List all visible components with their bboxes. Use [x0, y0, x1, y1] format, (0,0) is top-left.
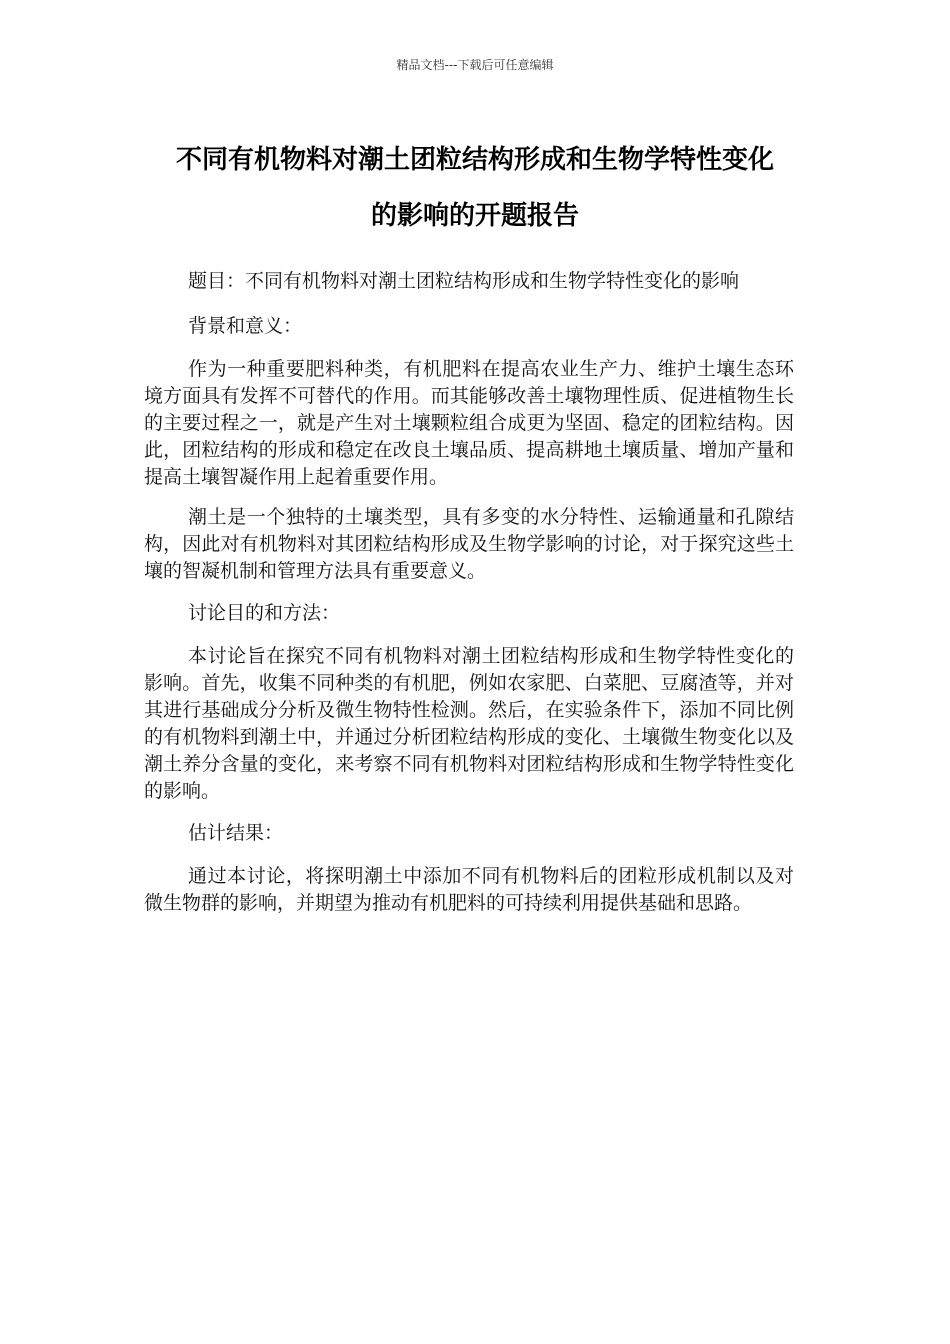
header-note: 精品文档---下载后可任意编辑 — [396, 58, 554, 72]
background-paragraph-1: 作为一种重要肥料种类，有机肥料在提高农业生产力、维护土壤生态环境方面具有发挥不可替代的作用。而其能够改善土壤物理性质、促进植物生长的主要过程之一，就是产生对土壤颗粒组合成更为坚固、稳定的团粒结构。因此，团粒结构的形成和稳定在改良土壤品质、提高耕地土壤质量、增加产量和提高土壤智凝作用上起着重要作用。 — [144, 358, 794, 488]
background-paragraph-2: 潮土是一个独特的土壤类型，具有多变的水分特性、运输通量和孔隙结构，因此对有机物料对其团粒结构形成及生物学影响的讨论，对于探究这些土壤的智凝机制和管理方法具有重要意义。 — [144, 506, 794, 582]
methods-paragraph: 本讨论旨在探究不同有机物料对潮土团粒结构形成和生物学特性变化的影响。首先，收集不同种类的有机肥，例如农家肥、白菜肥、豆腐渣等，并对其进行基础成分分析及微生物特性检测。然后，在实验条件下，添加不同比例的有机物料到潮土中，并通过分析团粒结构形成的变化、土壤微生物变化以及潮土养分含量的变化，来考察不同有机物料对团粒结构形成和生物学特性变化的影响。 — [144, 645, 794, 802]
results-paragraph: 通过本讨论，将探明潮土中添加不同有机物料后的团粒形成机制以及对微生物群的影响，并期望为推动有机肥料的可持续利用提供基础和思路。 — [144, 865, 794, 914]
background-heading: 背景和意义： — [188, 315, 303, 337]
topic-line: 题目：不同有机物料对潮土团粒结构形成和生物学特性变化的影响 — [188, 270, 740, 292]
results-heading: 估计结果： — [188, 822, 284, 844]
title-line-2: 的影响的开题报告 — [370, 201, 579, 231]
document-title — [130, 132, 820, 244]
methods-heading: 讨论目的和方法： — [188, 602, 341, 624]
document-body — [144, 266, 794, 930]
title-line-1: 不同有机物料对潮土团粒结构形成和生物学特性变化 — [175, 145, 774, 175]
